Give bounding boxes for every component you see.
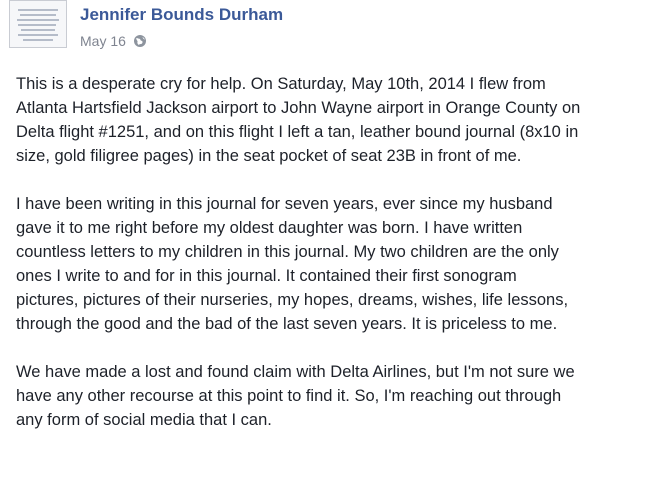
globe-icon[interactable] [133,34,147,48]
author-name-link[interactable]: Jennifer Bounds Durham [80,5,284,24]
post-body [16,72,646,456]
post-meta [80,33,283,49]
post-paragraph-2: I have been writing in this journal for seven years, ever since my husband gave it to me right before my oldest daughter was born. I have written countless letters to my children in this journal. My two children are the only ones I write to and for in this journal. It contained their first sonogram pictures, pictures of their nurseries, my hopes, dreams, wishes, life lessons, through the good and the bad of the last seven years. It is priceless to me. [16,195,569,333]
post-paragraph-1: This is a desperate cry for help. On Saturday, May 10th, 2014 I flew from Atlanta Hartsfield Jackson airport to John Wayne airport in Orange County on Delta flight #1251, and on this flight I left a tan, leather bound journal (8x10 in size, gold filigree pages) in the seat pocket of seat 23B in front of me. [16,75,581,165]
post-paragraph-3: We have made a lost and found claim with Delta Airlines, but I'm not sure we have any other recourse at this point to find it. So, I'm reaching out through any form of social media that I can. [16,363,575,429]
post-header [80,4,283,49]
post-timestamp[interactable]: May 16 [80,33,126,49]
profile-picture[interactable] [9,0,67,48]
